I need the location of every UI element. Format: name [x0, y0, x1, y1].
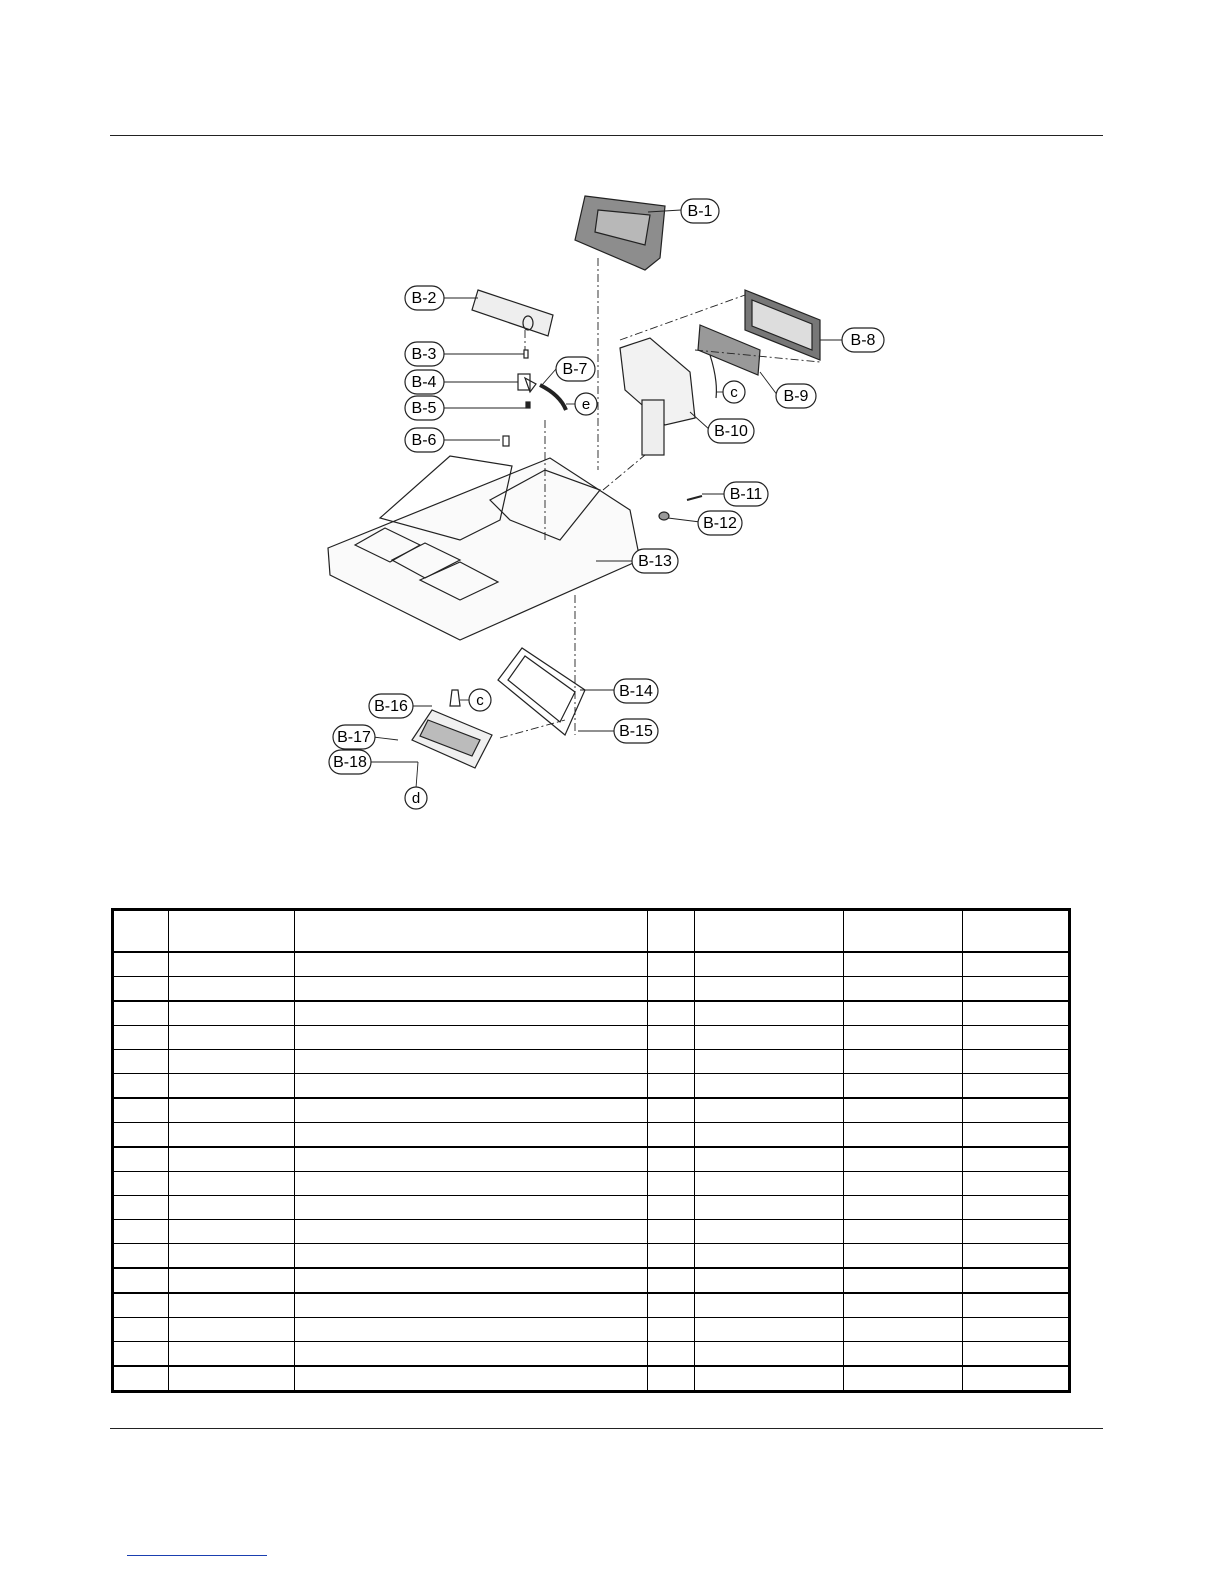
svg-text:B-6: B-6: [411, 432, 437, 449]
svg-text:B-10: B-10: [714, 423, 748, 440]
table-row: [113, 1026, 1070, 1050]
table-cell: [963, 1050, 1070, 1074]
part-side-cover: [472, 290, 553, 336]
table-row: [113, 1293, 1070, 1318]
callout-b-1: [681, 199, 719, 223]
small-hardware: [503, 350, 536, 446]
callout-b-3: [405, 342, 444, 366]
table-cell: [113, 1244, 169, 1269]
svg-text:B-15: B-15: [619, 723, 653, 740]
table-row: [113, 1074, 1070, 1099]
part-screw-washer: [659, 496, 702, 520]
table-cell: [844, 977, 963, 1002]
svg-text:B-2: B-2: [411, 290, 437, 307]
table-cell: [169, 1001, 295, 1026]
table-cell: [295, 1293, 648, 1318]
callout-b-2: [405, 286, 444, 310]
table-cell: [169, 1123, 295, 1148]
table-cell: [695, 1147, 844, 1172]
table-cell: [648, 1293, 695, 1318]
table-row: [113, 1098, 1070, 1123]
header-cell: [844, 910, 963, 953]
table-cell: [113, 1220, 169, 1244]
table-cell: [648, 1001, 695, 1026]
table-row: [113, 977, 1070, 1002]
table-cell: [844, 1244, 963, 1269]
table-row: [113, 1001, 1070, 1026]
svg-text:B-3: B-3: [411, 346, 437, 363]
callout-b-14: [614, 679, 658, 703]
table-cell: [648, 1123, 695, 1148]
table-cell: [113, 1342, 169, 1367]
table-cell: [648, 1196, 695, 1220]
svg-text:B-12: B-12: [703, 515, 737, 532]
table-cell: [169, 1366, 295, 1392]
table-cell: [648, 1172, 695, 1196]
svg-text:B-11: B-11: [729, 486, 763, 503]
table-cell: [963, 1342, 1070, 1367]
table-cell: [113, 977, 169, 1002]
table-cell: [113, 1074, 169, 1099]
svg-text:B-17: B-17: [337, 729, 371, 746]
table-cell: [695, 1026, 844, 1050]
connector-c-lower: [469, 689, 491, 711]
table-cell: [844, 1026, 963, 1050]
table-cell: [295, 1220, 648, 1244]
table-cell: [695, 1001, 844, 1026]
callout-b-8: [842, 328, 884, 352]
callout-b-13: [632, 549, 678, 573]
part-base-housing: [328, 456, 640, 640]
table-cell: [695, 1050, 844, 1074]
table-cell: [963, 1268, 1070, 1293]
table-row: [113, 1172, 1070, 1196]
table-cell: [295, 952, 648, 977]
table-cell: [113, 1268, 169, 1293]
svg-text:c: c: [476, 692, 484, 709]
callout-b-12: [698, 511, 742, 535]
table-cell: [295, 1147, 648, 1172]
header-cell: [695, 910, 844, 953]
table-cell: [113, 1366, 169, 1392]
table-cell: [963, 1293, 1070, 1318]
table-cell: [295, 977, 648, 1002]
svg-text:c: c: [730, 384, 738, 401]
svg-text:e: e: [581, 396, 591, 413]
table-cell: [648, 1342, 695, 1367]
table-cell: [295, 1050, 648, 1074]
svg-text:B-9: B-9: [783, 388, 809, 405]
table-cell: [113, 1318, 169, 1342]
table-cell: [648, 1318, 695, 1342]
table-cell: [295, 1244, 648, 1269]
table-cell: [648, 1147, 695, 1172]
table-cell: [695, 952, 844, 977]
table-cell: [963, 1318, 1070, 1342]
table-cell: [113, 952, 169, 977]
table-row: [113, 1123, 1070, 1148]
callout-b-15: [614, 719, 658, 743]
table-row: [113, 1366, 1070, 1392]
table-cell: [169, 1342, 295, 1367]
table-cell: [844, 1366, 963, 1392]
table-cell: [169, 1026, 295, 1050]
callout-b-11: [724, 482, 768, 506]
header-cell: [169, 910, 295, 953]
table-cell: [963, 1172, 1070, 1196]
table-cell: [169, 1268, 295, 1293]
table-cell: [169, 1172, 295, 1196]
table-cell: [295, 1366, 648, 1392]
table-cell: [963, 1147, 1070, 1172]
table-cell: [695, 1268, 844, 1293]
table-cell: [695, 1318, 844, 1342]
table-cell: [695, 1172, 844, 1196]
table-row: [113, 1244, 1070, 1269]
table-cell: [295, 1342, 648, 1367]
table-cell: [113, 1123, 169, 1148]
table-cell: [113, 1147, 169, 1172]
table-cell: [963, 1123, 1070, 1148]
svg-text:B-7: B-7: [562, 361, 588, 378]
footer-link-underline[interactable]: [127, 1555, 267, 1556]
table-cell: [695, 1220, 844, 1244]
table-row: [113, 1147, 1070, 1172]
part-bottom-bracket: [498, 648, 585, 735]
table-row: [113, 1050, 1070, 1074]
table-cell: [695, 1123, 844, 1148]
table-cell: [169, 1196, 295, 1220]
table-cell: [169, 1147, 295, 1172]
table-cell: [113, 1050, 169, 1074]
header-cell: [113, 910, 169, 953]
callout-b-16: [369, 694, 413, 718]
table-cell: [963, 1098, 1070, 1123]
table-cell: [695, 1244, 844, 1269]
table-row: [113, 1196, 1070, 1220]
table-cell: [169, 1293, 295, 1318]
table-row: [113, 1318, 1070, 1342]
table-cell: [844, 1172, 963, 1196]
table-row: [113, 1342, 1070, 1367]
table-cell: [963, 1001, 1070, 1026]
table-cell: [648, 1098, 695, 1123]
table-cell: [963, 1366, 1070, 1392]
table-cell: [295, 1098, 648, 1123]
svg-text:B-8: B-8: [850, 332, 876, 349]
table-cell: [295, 1074, 648, 1099]
table-cell: [295, 1123, 648, 1148]
table-cell: [844, 1342, 963, 1367]
svg-text:B-13: B-13: [638, 553, 672, 570]
header-cell: [963, 910, 1070, 953]
table-cell: [844, 1001, 963, 1026]
svg-text:B-5: B-5: [411, 400, 437, 417]
connector-e: [575, 393, 597, 415]
table-cell: [844, 1050, 963, 1074]
table-cell: [295, 1026, 648, 1050]
table-cell: [169, 1318, 295, 1342]
table-cell: [648, 1074, 695, 1099]
table-cell: [844, 1220, 963, 1244]
table-cell: [295, 1318, 648, 1342]
connector-d: [405, 787, 427, 809]
table-cell: [169, 1050, 295, 1074]
table-cell: [963, 1074, 1070, 1099]
connector-c-upper: [723, 381, 745, 403]
table-cell: [695, 1342, 844, 1367]
table-cell: [113, 1001, 169, 1026]
table-cell: [844, 1318, 963, 1342]
part-pole-display: [620, 338, 695, 455]
table-cell: [295, 1268, 648, 1293]
table-cell: [963, 952, 1070, 977]
table-cell: [695, 1366, 844, 1392]
table-cell: [963, 1196, 1070, 1220]
table-cell: [695, 1293, 844, 1318]
header-cell: [648, 910, 695, 953]
table-cell: [169, 1074, 295, 1099]
table-cell: [844, 1123, 963, 1148]
svg-text:B-1: B-1: [687, 203, 713, 220]
table-row: [113, 952, 1070, 977]
parts-list-table: [111, 908, 1071, 1393]
table-cell: [648, 977, 695, 1002]
table-cell: [113, 1172, 169, 1196]
table-cell: [844, 952, 963, 977]
part-display-cover: [575, 196, 665, 270]
table-cell: [169, 1244, 295, 1269]
table-cell: [648, 952, 695, 977]
table-cell: [844, 1196, 963, 1220]
table-cell: [695, 1196, 844, 1220]
callout-b-17: [333, 725, 375, 749]
table-cell: [113, 1196, 169, 1220]
table-cell: [844, 1098, 963, 1123]
callout-b-10: [708, 419, 754, 443]
table-cell: [169, 1220, 295, 1244]
callout-b-7: [556, 357, 595, 381]
callout-b-5: [405, 396, 444, 420]
table-cell: [963, 977, 1070, 1002]
table-cell: [648, 1268, 695, 1293]
callout-b-4: [405, 370, 444, 394]
svg-text:B-16: B-16: [374, 698, 408, 715]
table-cell: [844, 1293, 963, 1318]
svg-text:d: d: [411, 790, 421, 807]
table-cell: [113, 1293, 169, 1318]
table-header-row: [113, 910, 1070, 953]
table-cell: [695, 977, 844, 1002]
part-cable: [540, 385, 566, 410]
table-cell: [963, 1220, 1070, 1244]
table-row: [113, 1268, 1070, 1293]
table-cell: [169, 977, 295, 1002]
table-cell: [169, 952, 295, 977]
table-cell: [963, 1026, 1070, 1050]
table-cell: [648, 1026, 695, 1050]
callout-b-18: [329, 750, 371, 774]
callout-b-6: [405, 428, 444, 452]
table-cell: [695, 1074, 844, 1099]
table-cell: [648, 1244, 695, 1269]
table-cell: [844, 1074, 963, 1099]
svg-text:B-14: B-14: [619, 683, 653, 700]
table-cell: [695, 1098, 844, 1123]
table-cell: [648, 1050, 695, 1074]
svg-text:B-4: B-4: [411, 374, 437, 391]
table-cell: [963, 1244, 1070, 1269]
table-cell: [648, 1220, 695, 1244]
svg-text:B-18: B-18: [333, 754, 367, 771]
header-cell: [295, 910, 648, 953]
table-cell: [295, 1001, 648, 1026]
footer-rule: [110, 1428, 1103, 1429]
table-cell: [648, 1366, 695, 1392]
callout-b-9: [776, 384, 816, 408]
table-cell: [295, 1196, 648, 1220]
table-cell: [113, 1098, 169, 1123]
table-cell: [844, 1268, 963, 1293]
table-cell: [169, 1098, 295, 1123]
table-row: [113, 1220, 1070, 1244]
table-cell: [295, 1172, 648, 1196]
table-cell: [844, 1147, 963, 1172]
table-cell: [113, 1026, 169, 1050]
